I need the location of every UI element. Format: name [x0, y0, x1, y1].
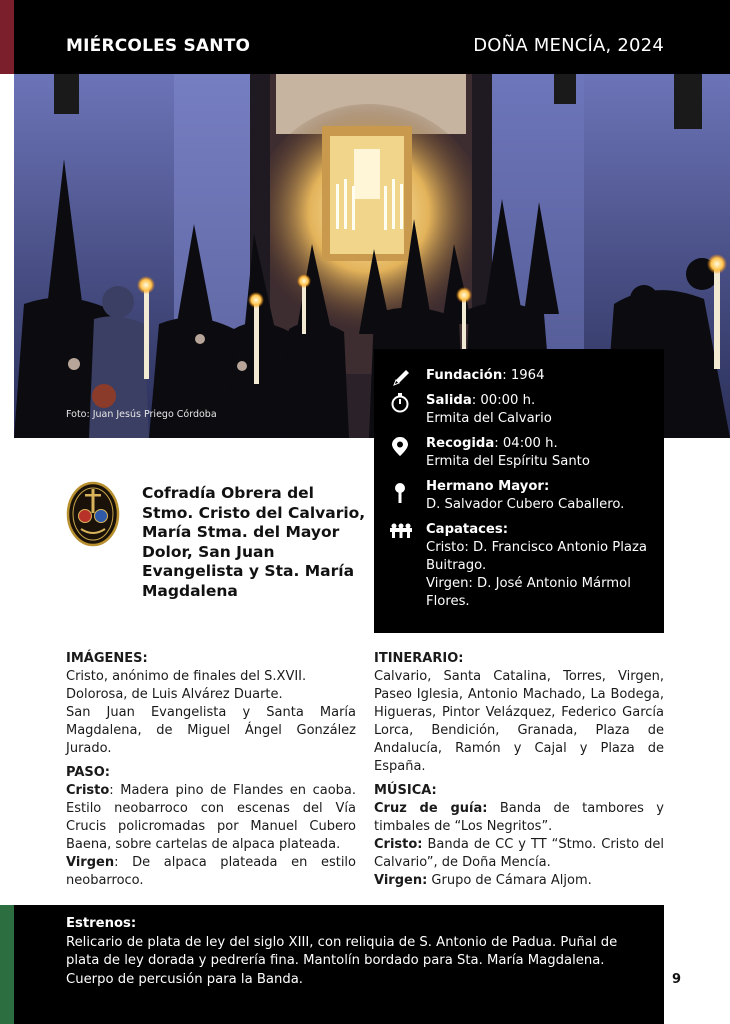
musica-cruz-label: Cruz de guía:	[374, 801, 488, 816]
imagenes-heading: IMÁGENES:	[66, 651, 148, 666]
paso-virgen	[66, 854, 356, 890]
musica-cruz	[374, 800, 664, 836]
salida-label: Salida	[426, 393, 472, 408]
brotherhood-crest	[66, 481, 120, 547]
accent-strip-top	[0, 0, 14, 74]
hermano-mayor-label: Hermano Mayor:	[426, 479, 550, 494]
capataces-cristo: Cristo: D. Francisco Antonio Plaza Buitrago.	[426, 540, 647, 573]
recogida-label: Recogida	[426, 436, 495, 451]
paso-virgen-label: Virgen	[66, 855, 115, 870]
musica-virgen	[374, 872, 664, 890]
recogida-value: : 04:00 h.	[494, 436, 558, 451]
pencil-icon	[388, 368, 414, 388]
capataces-label: Capataces:	[426, 522, 509, 537]
estrenos-box	[14, 905, 664, 1024]
info-salida	[388, 392, 652, 428]
musica-cristo-text: Banda de CC y TT “Stmo. Cristo del Calvario”, de Doña Mencía.	[374, 837, 664, 870]
musica-cristo-label: Cristo:	[374, 837, 423, 852]
info-recogida	[388, 435, 652, 471]
itinerario-text: Calvario, Santa Catalina, Torres, Virgen, Paseo Iglesia, Antonio Machado, La Bodega, Higueras, Pintor Velázquez, Federico García Lorca, Bendición, Granada, Plaza de Andalucía, Ramón y Cajal y Plaza de España.	[374, 669, 664, 774]
musica-heading: MÚSICA:	[374, 783, 437, 798]
info-hermano-mayor	[388, 478, 652, 514]
itinerario-heading: ITINERARIO:	[374, 651, 464, 666]
musica-virgen-text: Grupo de Cámara Aljom.	[427, 873, 592, 888]
fundacion-label: Fundación	[426, 368, 503, 383]
stopwatch-icon	[388, 393, 414, 413]
capataces-virgen: Virgen: D. José Antonio Mármol Flores.	[426, 576, 631, 609]
musica-virgen-label: Virgen:	[374, 873, 428, 888]
estrenos-heading: Estrenos:	[66, 916, 137, 931]
musica-cristo	[374, 836, 664, 872]
brotherhood-name: Cofradía Obrera del Stmo. Cristo del Calvario, María Stma. del Mayor Dolor, San Juan Evangelista y Sta. María Magdalena	[142, 484, 366, 600]
imagenes-line-2: Dolorosa, de Luis Alvárez Duarte.	[66, 687, 283, 702]
photo-credit: Foto: Juan Jesús Priego Córdoba	[66, 409, 217, 420]
header-day: MIÉRCOLES SANTO	[66, 36, 251, 56]
info-capataces	[388, 521, 652, 611]
estrenos-text: Relicario de plata de ley del siglo XIII, con reliquia de S. Antonio de Padua. Puñal de plata de ley dorada y pedrería fina. Mantolín bordado para Sta. María Magdalena. Cuerpo de percusión para la Banda.	[66, 934, 618, 987]
salida-place: Ermita del Calvario	[426, 411, 552, 426]
header-place-year: DOÑA MENCÍA, 2024	[473, 35, 664, 56]
left-column	[66, 650, 356, 890]
info-box	[374, 349, 664, 633]
page-number: 9	[672, 972, 682, 987]
salida-value: : 00:00 h.	[471, 393, 536, 408]
paso-cristo-text: : Madera pino de Flandes en caoba. Estilo neobarroco con escenas del Vía Crucis policromadas por Manuel Cubero Baena, sobre cartelas de alpaca plateada.	[66, 783, 356, 852]
page-header	[14, 0, 730, 74]
staff-icon	[388, 476, 414, 510]
paso-cristo-label: Cristo	[66, 783, 110, 798]
imagenes-line-1: Cristo, anónimo de finales del S.XVII.	[66, 669, 307, 684]
paso-heading: PASO:	[66, 765, 111, 780]
imagenes-line-3: San Juan Evangelista y Santa María Magdalena, de Miguel Ángel González Jurado.	[66, 705, 356, 756]
accent-strip-bottom	[0, 905, 14, 1024]
fundacion-value: : 1964	[502, 368, 545, 383]
musica-cruz-text: Banda de tambores y timbales de “Los Negritos”.	[374, 801, 665, 834]
paso-virgen-text: : De alpaca plateada en estilo neobarroco.	[66, 855, 356, 888]
bearers-icon	[388, 522, 414, 542]
info-fundacion	[388, 367, 652, 385]
recogida-place: Ermita del Espíritu Santo	[426, 454, 590, 469]
hermano-mayor-value: D. Salvador Cubero Caballero.	[426, 497, 625, 512]
location-pin-icon	[388, 436, 414, 456]
right-column	[374, 650, 664, 890]
paso-cristo	[66, 782, 356, 854]
